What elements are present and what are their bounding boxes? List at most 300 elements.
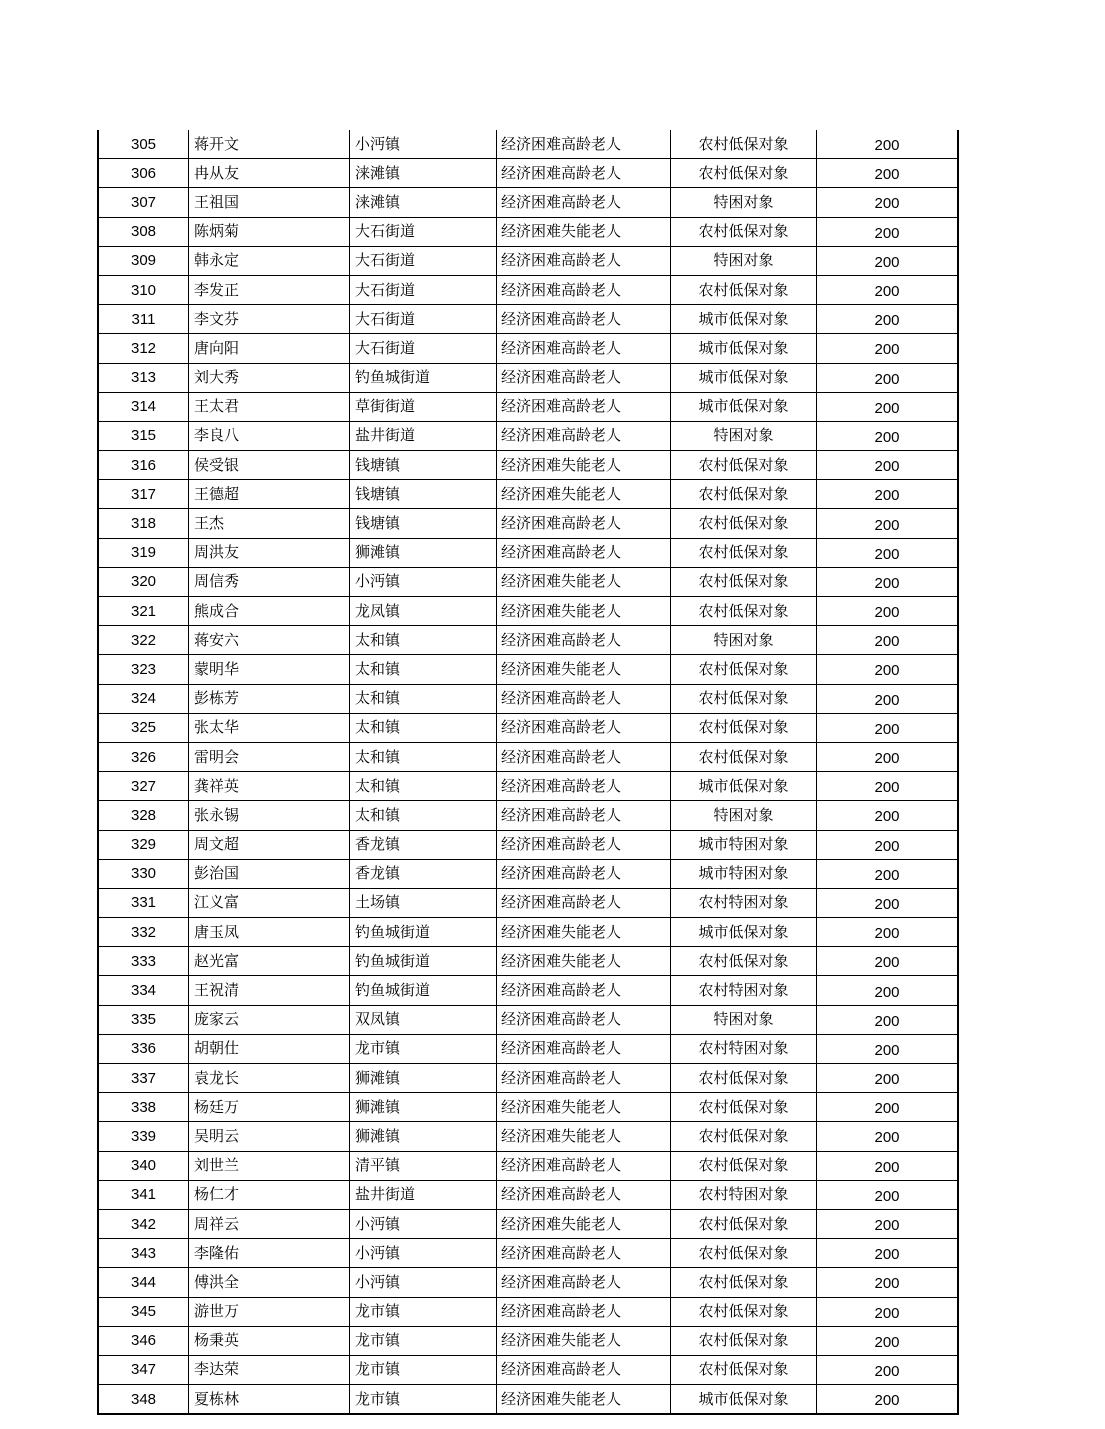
name-cell: 张永锡 <box>189 801 350 830</box>
name-cell: 龚祥英 <box>189 772 350 801</box>
assistance-type-cell: 特困对象 <box>671 188 817 217</box>
town-cell: 小沔镇 <box>350 1209 497 1238</box>
category-cell: 经济困难失能老人 <box>497 597 671 626</box>
name-cell: 王太君 <box>189 392 350 421</box>
table-row <box>98 742 958 771</box>
category-cell: 经济困难高龄老人 <box>497 538 671 567</box>
town-cell: 钓鱼城街道 <box>350 947 497 976</box>
category-cell: 经济困难失能老人 <box>497 947 671 976</box>
assistance-type-cell: 农村特困对象 <box>671 888 817 917</box>
table-row <box>98 1326 958 1355</box>
amount-cell: 200 <box>817 130 959 159</box>
name-cell: 游世万 <box>189 1297 350 1326</box>
amount-cell: 200 <box>817 597 959 626</box>
category-cell: 经济困难失能老人 <box>497 1385 671 1415</box>
table-row <box>98 888 958 917</box>
name-cell: 刘世兰 <box>189 1151 350 1180</box>
name-cell: 彭治国 <box>189 859 350 888</box>
category-cell: 经济困难高龄老人 <box>497 626 671 655</box>
name-cell: 雷明会 <box>189 742 350 771</box>
assistance-type-cell: 特困对象 <box>671 246 817 275</box>
amount-cell: 200 <box>817 451 959 480</box>
assistance-type-cell: 城市低保对象 <box>671 1385 817 1415</box>
name-cell: 王杰 <box>189 509 350 538</box>
table-row <box>98 859 958 888</box>
table-row <box>98 1122 958 1151</box>
category-cell: 经济困难失能老人 <box>497 655 671 684</box>
name-cell: 张太华 <box>189 713 350 742</box>
town-cell: 清平镇 <box>350 1151 497 1180</box>
assistance-type-cell: 农村低保对象 <box>671 1355 817 1384</box>
table-row <box>98 1297 958 1326</box>
amount-cell: 200 <box>817 538 959 567</box>
town-cell: 涞滩镇 <box>350 159 497 188</box>
name-cell: 韩永定 <box>189 246 350 275</box>
table-row <box>98 655 958 684</box>
table-row <box>98 130 958 159</box>
row-number-cell: 345 <box>98 1297 189 1326</box>
row-number-cell: 306 <box>98 159 189 188</box>
amount-cell: 200 <box>817 480 959 509</box>
town-cell: 大石街道 <box>350 275 497 304</box>
row-number-cell: 305 <box>98 130 189 159</box>
assistance-type-cell: 城市特困对象 <box>671 830 817 859</box>
row-number-cell: 343 <box>98 1239 189 1268</box>
assistance-type-cell: 城市低保对象 <box>671 363 817 392</box>
category-cell: 经济困难高龄老人 <box>497 1034 671 1063</box>
beneficiary-table <box>97 130 959 1415</box>
amount-cell: 200 <box>817 1268 959 1297</box>
name-cell: 冉从友 <box>189 159 350 188</box>
category-cell: 经济困难高龄老人 <box>497 772 671 801</box>
town-cell: 龙市镇 <box>350 1355 497 1384</box>
table-row <box>98 1093 958 1122</box>
town-cell: 狮滩镇 <box>350 1064 497 1093</box>
town-cell: 太和镇 <box>350 772 497 801</box>
amount-cell: 200 <box>817 1239 959 1268</box>
table-row <box>98 684 958 713</box>
category-cell: 经济困难高龄老人 <box>497 713 671 742</box>
amount-cell: 200 <box>817 275 959 304</box>
assistance-type-cell: 农村低保对象 <box>671 1064 817 1093</box>
name-cell: 蒙明华 <box>189 655 350 684</box>
town-cell: 太和镇 <box>350 655 497 684</box>
name-cell: 杨秉英 <box>189 1326 350 1355</box>
town-cell: 大石街道 <box>350 246 497 275</box>
row-number-cell: 311 <box>98 305 189 334</box>
amount-cell: 200 <box>817 1355 959 1384</box>
row-number-cell: 326 <box>98 742 189 771</box>
assistance-type-cell: 农村低保对象 <box>671 509 817 538</box>
amount-cell: 200 <box>817 1180 959 1209</box>
table-row <box>98 1268 958 1297</box>
name-cell: 周洪友 <box>189 538 350 567</box>
amount-cell: 200 <box>817 830 959 859</box>
category-cell: 经济困难高龄老人 <box>497 421 671 450</box>
town-cell: 钱塘镇 <box>350 451 497 480</box>
town-cell: 小沔镇 <box>350 130 497 159</box>
assistance-type-cell: 城市低保对象 <box>671 334 817 363</box>
table-row <box>98 246 958 275</box>
row-number-cell: 337 <box>98 1064 189 1093</box>
name-cell: 蒋安六 <box>189 626 350 655</box>
category-cell: 经济困难高龄老人 <box>497 1297 671 1326</box>
table-row <box>98 217 958 246</box>
table-row <box>98 421 958 450</box>
assistance-type-cell: 特困对象 <box>671 421 817 450</box>
category-cell: 经济困难失能老人 <box>497 567 671 596</box>
assistance-type-cell: 城市特困对象 <box>671 859 817 888</box>
table-row <box>98 830 958 859</box>
assistance-type-cell: 城市低保对象 <box>671 772 817 801</box>
name-cell: 王德超 <box>189 480 350 509</box>
town-cell: 草街街道 <box>350 392 497 421</box>
row-number-cell: 321 <box>98 597 189 626</box>
amount-cell: 200 <box>817 742 959 771</box>
amount-cell: 200 <box>817 1034 959 1063</box>
category-cell: 经济困难失能老人 <box>497 1209 671 1238</box>
category-cell: 经济困难高龄老人 <box>497 1268 671 1297</box>
category-cell: 经济困难高龄老人 <box>497 742 671 771</box>
table-row <box>98 801 958 830</box>
table-row <box>98 597 958 626</box>
town-cell: 狮滩镇 <box>350 538 497 567</box>
amount-cell: 200 <box>817 246 959 275</box>
name-cell: 杨廷万 <box>189 1093 350 1122</box>
assistance-type-cell: 农村低保对象 <box>671 275 817 304</box>
category-cell: 经济困难高龄老人 <box>497 1151 671 1180</box>
row-number-cell: 344 <box>98 1268 189 1297</box>
name-cell: 赵光富 <box>189 947 350 976</box>
name-cell: 彭栋芳 <box>189 684 350 713</box>
category-cell: 经济困难失能老人 <box>497 1093 671 1122</box>
row-number-cell: 335 <box>98 1005 189 1034</box>
assistance-type-cell: 农村特困对象 <box>671 976 817 1005</box>
assistance-type-cell: 农村低保对象 <box>671 713 817 742</box>
row-number-cell: 327 <box>98 772 189 801</box>
town-cell: 太和镇 <box>350 742 497 771</box>
assistance-type-cell: 农村低保对象 <box>671 1297 817 1326</box>
amount-cell: 200 <box>817 976 959 1005</box>
assistance-type-cell: 农村低保对象 <box>671 217 817 246</box>
category-cell: 经济困难失能老人 <box>497 451 671 480</box>
name-cell: 王祝清 <box>189 976 350 1005</box>
table-row <box>98 947 958 976</box>
town-cell: 土场镇 <box>350 888 497 917</box>
category-cell: 经济困难高龄老人 <box>497 684 671 713</box>
table-row <box>98 1209 958 1238</box>
town-cell: 钓鱼城街道 <box>350 918 497 947</box>
row-number-cell: 331 <box>98 888 189 917</box>
table-row <box>98 188 958 217</box>
category-cell: 经济困难高龄老人 <box>497 246 671 275</box>
row-number-cell: 346 <box>98 1326 189 1355</box>
assistance-type-cell: 农村低保对象 <box>671 947 817 976</box>
row-number-cell: 317 <box>98 480 189 509</box>
assistance-type-cell: 农村低保对象 <box>671 1268 817 1297</box>
amount-cell: 200 <box>817 684 959 713</box>
category-cell: 经济困难高龄老人 <box>497 1005 671 1034</box>
table-row <box>98 1355 958 1384</box>
table-row <box>98 159 958 188</box>
town-cell: 钓鱼城街道 <box>350 976 497 1005</box>
category-cell: 经济困难高龄老人 <box>497 859 671 888</box>
amount-cell: 200 <box>817 655 959 684</box>
assistance-type-cell: 农村低保对象 <box>671 480 817 509</box>
table-row <box>98 918 958 947</box>
town-cell: 盐井街道 <box>350 1180 497 1209</box>
row-number-cell: 307 <box>98 188 189 217</box>
table-body <box>98 130 958 1414</box>
name-cell: 熊成合 <box>189 597 350 626</box>
row-number-cell: 341 <box>98 1180 189 1209</box>
category-cell: 经济困难失能老人 <box>497 1326 671 1355</box>
table-row <box>98 1034 958 1063</box>
assistance-type-cell: 农村低保对象 <box>671 1122 817 1151</box>
category-cell: 经济困难高龄老人 <box>497 392 671 421</box>
town-cell: 狮滩镇 <box>350 1122 497 1151</box>
assistance-type-cell: 农村低保对象 <box>671 1326 817 1355</box>
town-cell: 太和镇 <box>350 626 497 655</box>
assistance-type-cell: 农村低保对象 <box>671 655 817 684</box>
category-cell: 经济困难高龄老人 <box>497 830 671 859</box>
town-cell: 小沔镇 <box>350 1239 497 1268</box>
town-cell: 太和镇 <box>350 713 497 742</box>
amount-cell: 200 <box>817 334 959 363</box>
assistance-type-cell: 农村低保对象 <box>671 742 817 771</box>
assistance-type-cell: 农村低保对象 <box>671 538 817 567</box>
name-cell: 李文芬 <box>189 305 350 334</box>
row-number-cell: 324 <box>98 684 189 713</box>
name-cell: 吴明云 <box>189 1122 350 1151</box>
amount-cell: 200 <box>817 1209 959 1238</box>
assistance-type-cell: 农村低保对象 <box>671 597 817 626</box>
town-cell: 香龙镇 <box>350 830 497 859</box>
town-cell: 钱塘镇 <box>350 480 497 509</box>
table-row <box>98 567 958 596</box>
assistance-type-cell: 城市低保对象 <box>671 392 817 421</box>
row-number-cell: 336 <box>98 1034 189 1063</box>
town-cell: 龙市镇 <box>350 1326 497 1355</box>
table-row <box>98 275 958 304</box>
amount-cell: 200 <box>817 392 959 421</box>
name-cell: 周祥云 <box>189 1209 350 1238</box>
amount-cell: 200 <box>817 567 959 596</box>
row-number-cell: 312 <box>98 334 189 363</box>
name-cell: 李良八 <box>189 421 350 450</box>
category-cell: 经济困难高龄老人 <box>497 1180 671 1209</box>
town-cell: 大石街道 <box>350 334 497 363</box>
amount-cell: 200 <box>817 159 959 188</box>
amount-cell: 200 <box>817 421 959 450</box>
row-number-cell: 329 <box>98 830 189 859</box>
amount-cell: 200 <box>817 363 959 392</box>
row-number-cell: 308 <box>98 217 189 246</box>
amount-cell: 200 <box>817 1122 959 1151</box>
table-row <box>98 1239 958 1268</box>
town-cell: 狮滩镇 <box>350 1093 497 1122</box>
table-row <box>98 392 958 421</box>
amount-cell: 200 <box>817 509 959 538</box>
row-number-cell: 310 <box>98 275 189 304</box>
category-cell: 经济困难高龄老人 <box>497 305 671 334</box>
name-cell: 陈炳菊 <box>189 217 350 246</box>
name-cell: 杨仁才 <box>189 1180 350 1209</box>
category-cell: 经济困难失能老人 <box>497 217 671 246</box>
row-number-cell: 342 <box>98 1209 189 1238</box>
category-cell: 经济困难高龄老人 <box>497 509 671 538</box>
category-cell: 经济困难失能老人 <box>497 480 671 509</box>
amount-cell: 200 <box>817 626 959 655</box>
name-cell: 周文超 <box>189 830 350 859</box>
assistance-type-cell: 农村低保对象 <box>671 159 817 188</box>
table-row <box>98 451 958 480</box>
town-cell: 大石街道 <box>350 305 497 334</box>
town-cell: 龙市镇 <box>350 1297 497 1326</box>
row-number-cell: 313 <box>98 363 189 392</box>
table-row <box>98 1385 958 1415</box>
table-row <box>98 1180 958 1209</box>
name-cell: 庞家云 <box>189 1005 350 1034</box>
assistance-type-cell: 城市低保对象 <box>671 305 817 334</box>
assistance-type-cell: 农村低保对象 <box>671 567 817 596</box>
assistance-type-cell: 农村低保对象 <box>671 684 817 713</box>
category-cell: 经济困难高龄老人 <box>497 334 671 363</box>
row-number-cell: 338 <box>98 1093 189 1122</box>
category-cell: 经济困难高龄老人 <box>497 801 671 830</box>
name-cell: 唐向阳 <box>189 334 350 363</box>
table-row <box>98 713 958 742</box>
row-number-cell: 334 <box>98 976 189 1005</box>
row-number-cell: 328 <box>98 801 189 830</box>
amount-cell: 200 <box>817 1093 959 1122</box>
amount-cell: 200 <box>817 1151 959 1180</box>
amount-cell: 200 <box>817 1385 959 1415</box>
town-cell: 龙市镇 <box>350 1385 497 1415</box>
category-cell: 经济困难高龄老人 <box>497 888 671 917</box>
name-cell: 李达荣 <box>189 1355 350 1384</box>
amount-cell: 200 <box>817 888 959 917</box>
amount-cell: 200 <box>817 918 959 947</box>
amount-cell: 200 <box>817 859 959 888</box>
row-number-cell: 320 <box>98 567 189 596</box>
assistance-type-cell: 农村低保对象 <box>671 1209 817 1238</box>
town-cell: 龙市镇 <box>350 1034 497 1063</box>
row-number-cell: 348 <box>98 1385 189 1415</box>
town-cell: 小沔镇 <box>350 1268 497 1297</box>
assistance-type-cell: 特困对象 <box>671 626 817 655</box>
table-row <box>98 1064 958 1093</box>
row-number-cell: 330 <box>98 859 189 888</box>
row-number-cell: 316 <box>98 451 189 480</box>
assistance-type-cell: 农村低保对象 <box>671 130 817 159</box>
row-number-cell: 332 <box>98 918 189 947</box>
name-cell: 江义富 <box>189 888 350 917</box>
row-number-cell: 322 <box>98 626 189 655</box>
assistance-type-cell: 农村特困对象 <box>671 1034 817 1063</box>
name-cell: 周信秀 <box>189 567 350 596</box>
table-row <box>98 1151 958 1180</box>
assistance-type-cell: 农村低保对象 <box>671 1239 817 1268</box>
name-cell: 刘大秀 <box>189 363 350 392</box>
category-cell: 经济困难高龄老人 <box>497 188 671 217</box>
row-number-cell: 323 <box>98 655 189 684</box>
table-row <box>98 1005 958 1034</box>
row-number-cell: 339 <box>98 1122 189 1151</box>
town-cell: 龙凤镇 <box>350 597 497 626</box>
row-number-cell: 325 <box>98 713 189 742</box>
row-number-cell: 347 <box>98 1355 189 1384</box>
assistance-type-cell: 农村低保对象 <box>671 1093 817 1122</box>
category-cell: 经济困难高龄老人 <box>497 275 671 304</box>
assistance-type-cell: 农村低保对象 <box>671 1151 817 1180</box>
table-row <box>98 305 958 334</box>
category-cell: 经济困难高龄老人 <box>497 159 671 188</box>
amount-cell: 200 <box>817 188 959 217</box>
name-cell: 夏栋林 <box>189 1385 350 1415</box>
name-cell: 傅洪全 <box>189 1268 350 1297</box>
name-cell: 唐玉凤 <box>189 918 350 947</box>
category-cell: 经济困难高龄老人 <box>497 130 671 159</box>
name-cell: 李隆佑 <box>189 1239 350 1268</box>
amount-cell: 200 <box>817 1005 959 1034</box>
amount-cell: 200 <box>817 1297 959 1326</box>
category-cell: 经济困难失能老人 <box>497 918 671 947</box>
assistance-type-cell: 农村特困对象 <box>671 1180 817 1209</box>
assistance-type-cell: 特困对象 <box>671 1005 817 1034</box>
table-row <box>98 626 958 655</box>
name-cell: 胡朝仕 <box>189 1034 350 1063</box>
amount-cell: 200 <box>817 772 959 801</box>
town-cell: 双凤镇 <box>350 1005 497 1034</box>
table-row <box>98 509 958 538</box>
row-number-cell: 318 <box>98 509 189 538</box>
assistance-type-cell: 农村低保对象 <box>671 451 817 480</box>
town-cell: 钱塘镇 <box>350 509 497 538</box>
amount-cell: 200 <box>817 713 959 742</box>
table-row <box>98 363 958 392</box>
name-cell: 袁龙长 <box>189 1064 350 1093</box>
amount-cell: 200 <box>817 1326 959 1355</box>
name-cell: 王祖国 <box>189 188 350 217</box>
amount-cell: 200 <box>817 947 959 976</box>
table-row <box>98 538 958 567</box>
name-cell: 侯受银 <box>189 451 350 480</box>
row-number-cell: 340 <box>98 1151 189 1180</box>
table-row <box>98 976 958 1005</box>
town-cell: 太和镇 <box>350 684 497 713</box>
category-cell: 经济困难高龄老人 <box>497 363 671 392</box>
town-cell: 大石街道 <box>350 217 497 246</box>
name-cell: 蒋开文 <box>189 130 350 159</box>
category-cell: 经济困难高龄老人 <box>497 1064 671 1093</box>
category-cell: 经济困难高龄老人 <box>497 976 671 1005</box>
town-cell: 涞滩镇 <box>350 188 497 217</box>
amount-cell: 200 <box>817 801 959 830</box>
category-cell: 经济困难高龄老人 <box>497 1239 671 1268</box>
category-cell: 经济困难高龄老人 <box>497 1355 671 1384</box>
town-cell: 小沔镇 <box>350 567 497 596</box>
table-row <box>98 772 958 801</box>
amount-cell: 200 <box>817 217 959 246</box>
town-cell: 香龙镇 <box>350 859 497 888</box>
category-cell: 经济困难失能老人 <box>497 1122 671 1151</box>
town-cell: 钓鱼城街道 <box>350 363 497 392</box>
name-cell: 李发正 <box>189 275 350 304</box>
row-number-cell: 315 <box>98 421 189 450</box>
row-number-cell: 333 <box>98 947 189 976</box>
amount-cell: 200 <box>817 1064 959 1093</box>
